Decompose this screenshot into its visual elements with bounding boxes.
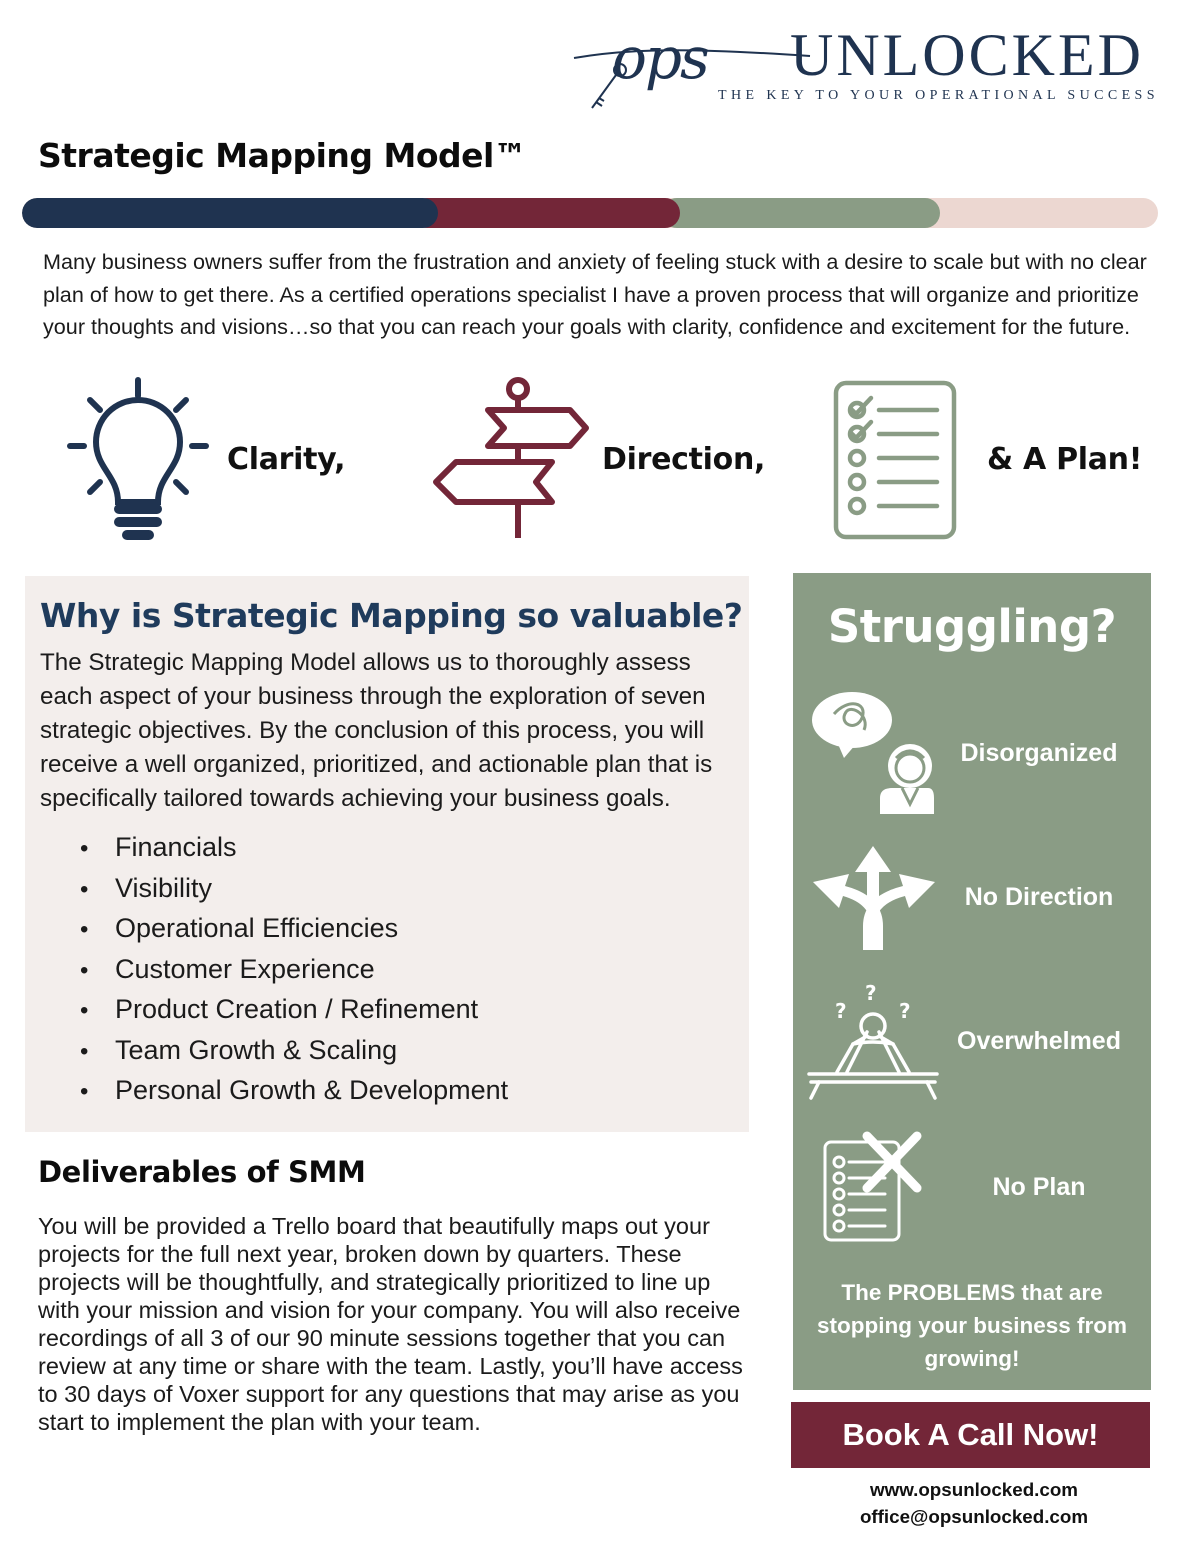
stripe-sage xyxy=(662,198,940,228)
checklist-icon xyxy=(833,380,957,540)
list-item: • Visibility xyxy=(80,872,213,903)
logo-script: ops xyxy=(612,24,708,92)
intro-paragraph: Many business owners suffer from the frustration and anxiety of feeling stuck with a desire to scale but with no clear plan of how to get there. As a certified operations specialist I have a proven process that will organize and prioritize your thoughts and visions…so that you can reach your goals with clarity, confidence and excitement for the future. xyxy=(43,249,1147,339)
deliverables-body: You will be provided a Trello board that beautifully maps out your projects for the full next year, broken down by quarters. These projects will be thoughtfully, and strategically prioritized to line up with your mission and vision for your company. You will also receive recordings of all 3 of our 90 minute sessions together that you can review at any time or share with the team. Lastly, you’ll have access to 30 days of Voxer support for any questions that may arise as you start to implement the plan with your team. xyxy=(38,1213,743,1435)
company-logo xyxy=(572,18,1182,110)
stripe-burgundy xyxy=(412,198,680,228)
pillar-label-clarity: Clarity, xyxy=(227,442,346,477)
list-item: • Financials xyxy=(80,832,237,862)
why-heading: Why is Strategic Mapping so valuable? xyxy=(40,596,743,635)
stripe-navy xyxy=(22,198,438,228)
problem-label-no-plan: No Plan xyxy=(992,1173,1086,1201)
crossed-checklist-icon xyxy=(823,1130,925,1244)
problem-label-no-direction: No Direction xyxy=(964,883,1114,911)
page-title: Strategic Mapping Model™ xyxy=(38,136,527,175)
deliverables-heading: Deliverables of SMM xyxy=(38,1155,366,1189)
diverging-arrows-icon xyxy=(813,846,935,950)
list-item: • Product Creation / Refinement xyxy=(80,994,479,1024)
svg-text:?: ? xyxy=(865,981,877,1005)
problems-note: The PROBLEMS that are stopping your business from growing! xyxy=(816,1280,1128,1371)
website-link[interactable]: www.opsunlocked.com xyxy=(869,1479,1078,1500)
color-stripe xyxy=(22,198,1158,228)
struggling-heading: Struggling? xyxy=(827,600,1117,653)
overwhelmed-person-icon xyxy=(807,980,939,1102)
confused-person-icon xyxy=(808,688,938,816)
list-item: • Team Growth & Scaling xyxy=(80,1034,398,1065)
lightbulb-icon xyxy=(64,376,212,544)
logo-wordmark: UNLOCKED xyxy=(790,22,1144,88)
signpost-icon xyxy=(432,376,592,542)
pillar-label-direction: Direction, xyxy=(602,442,766,477)
logo-tagline: THE KEY TO YOUR OPERATIONAL SUCCESS xyxy=(718,88,1159,103)
problem-label-overwhelmed: Overwhelmed xyxy=(957,1027,1121,1055)
list-item: • Personal Growth & Development xyxy=(80,1075,509,1105)
book-call-button[interactable]: Book A Call Now! xyxy=(791,1402,1150,1468)
problem-label-disorganized: Disorganized xyxy=(960,739,1118,767)
svg-text:?: ? xyxy=(899,999,911,1023)
list-item: • Customer Experience xyxy=(80,953,375,984)
svg-text:?: ? xyxy=(835,999,847,1023)
email-link[interactable]: office@opsunlocked.com xyxy=(859,1506,1089,1527)
list-item: • Operational Efficiencies xyxy=(80,913,399,943)
objectives-list xyxy=(80,828,508,1112)
pillar-label-plan: & A Plan! xyxy=(987,442,1143,477)
why-body: The Strategic Mapping Model allows us to thoroughly assess each aspect of your business through the exploration of seven strategic objectives. By the conclusion of this process, you will receive a well organized, prioritized, and actionable plan that is specifically tailored towards achieving your business goals. xyxy=(40,649,713,812)
